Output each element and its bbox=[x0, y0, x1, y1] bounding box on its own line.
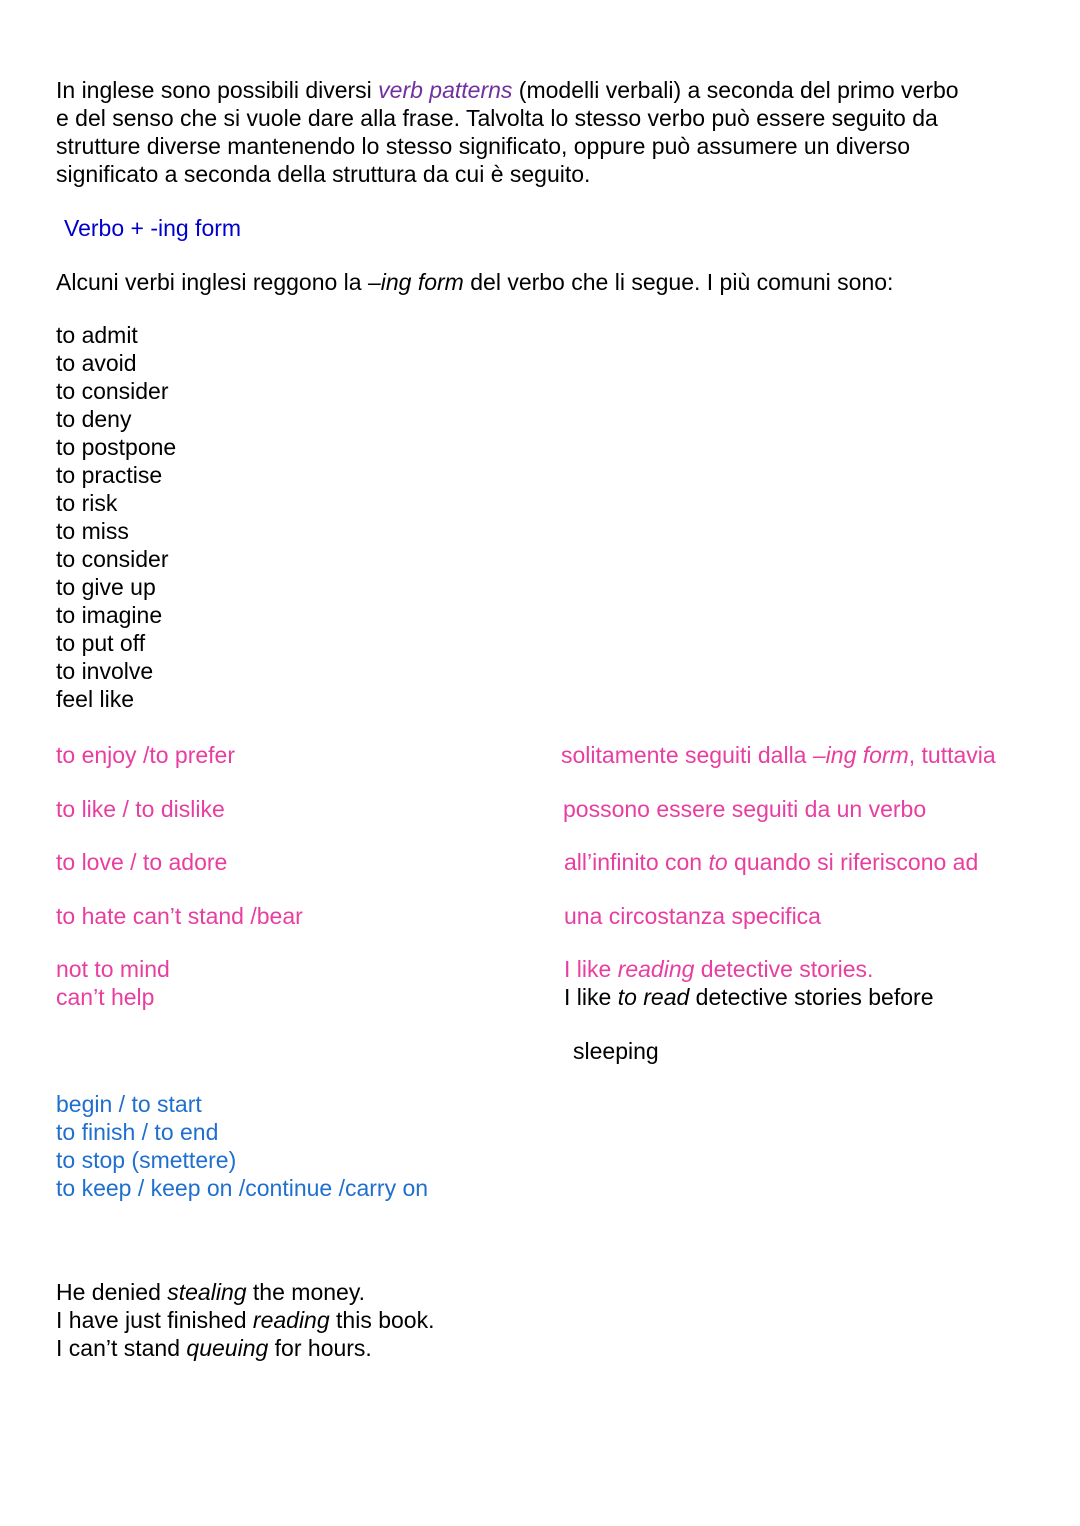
list-item: to postpone bbox=[56, 434, 177, 460]
list-item: to keep / keep on /continue /carry on bbox=[56, 1175, 429, 1201]
example-verb: reading bbox=[252, 1307, 330, 1333]
verb-patterns-term: verb patterns bbox=[378, 77, 513, 103]
explanation-line-1 bbox=[561, 741, 996, 769]
preference-verb: to hate can’t stand /bear bbox=[56, 903, 303, 929]
preference-verb: to enjoy /to prefer bbox=[56, 742, 235, 768]
lead-sentence bbox=[56, 268, 893, 296]
intro-line-4: significato a seconda della struttura da cui è seguito. bbox=[56, 161, 591, 187]
explanation-text: solitamente seguiti dalla bbox=[561, 742, 813, 768]
list-item: to finish / to end bbox=[56, 1119, 219, 1145]
list-item: to consider bbox=[56, 378, 169, 404]
lead-text: del verbo che li segue. I più comuni sono: bbox=[463, 269, 894, 295]
list-item: to put off bbox=[56, 630, 146, 656]
example-sentences bbox=[56, 1278, 434, 1362]
list-item: to avoid bbox=[56, 350, 137, 376]
list-item: feel like bbox=[56, 686, 134, 712]
list-item: to consider bbox=[56, 546, 169, 572]
list-item: to practise bbox=[56, 462, 163, 488]
list-item: to miss bbox=[56, 518, 129, 544]
list-item: to deny bbox=[56, 406, 132, 432]
preference-verb: to like / to dislike bbox=[56, 796, 225, 822]
preference-verb: to love / to adore bbox=[56, 849, 228, 875]
example-text: He denied bbox=[56, 1279, 168, 1305]
intro-line-3: strutture diverse mantenendo lo stesso significato, oppure può assumere un diverso bbox=[56, 133, 911, 159]
example-sentence bbox=[56, 1278, 434, 1306]
preference-verb: not to mind bbox=[56, 956, 170, 982]
ing-verb-list bbox=[56, 321, 176, 713]
example-text: for hours. bbox=[268, 1335, 372, 1361]
example-infinitive bbox=[564, 983, 933, 1011]
list-item: to give up bbox=[56, 574, 156, 600]
aspect-verb-list bbox=[56, 1090, 428, 1202]
example-text: I like bbox=[564, 984, 618, 1010]
example-infinitive-cont: sleeping bbox=[573, 1038, 659, 1064]
section-heading: Verbo + -ing form bbox=[64, 215, 242, 241]
example-verb: reading bbox=[617, 956, 695, 982]
example-verb: queuing bbox=[186, 1335, 269, 1361]
intro-paragraph bbox=[56, 76, 1046, 188]
intro-line-1 bbox=[56, 76, 1046, 104]
example-sentence bbox=[56, 1334, 434, 1362]
ing-form-term: –ing form bbox=[812, 742, 909, 768]
list-item: to risk bbox=[56, 490, 118, 516]
example-text: I have just finished bbox=[56, 1307, 253, 1333]
example-text: I like bbox=[564, 956, 618, 982]
intro-text: In inglese sono possibili diversi bbox=[56, 77, 379, 103]
example-verb: to read bbox=[617, 984, 690, 1010]
explanation-line-3 bbox=[564, 848, 978, 876]
example-gerund bbox=[564, 955, 873, 983]
example-text: the money. bbox=[246, 1279, 366, 1305]
ing-form-term: –ing form bbox=[367, 269, 464, 295]
explanation-line-4: una circostanza specifica bbox=[564, 903, 821, 929]
example-text: this book. bbox=[329, 1307, 435, 1333]
explanation-text: quando si riferiscono ad bbox=[727, 849, 979, 875]
list-item: to admit bbox=[56, 322, 138, 348]
example-text: detective stories before bbox=[689, 984, 934, 1010]
to-term: to bbox=[708, 849, 728, 875]
list-item: to involve bbox=[56, 658, 154, 684]
example-text: detective stories. bbox=[694, 956, 874, 982]
explanation-text: , tuttavia bbox=[908, 742, 996, 768]
preference-verb: can’t help bbox=[56, 984, 155, 1010]
intro-line-2: e del senso che si vuole dare alla frase. Talvolta lo stesso verbo può essere seguito da bbox=[56, 105, 938, 131]
lead-text: Alcuni verbi inglesi reggono la bbox=[56, 269, 368, 295]
example-verb: stealing bbox=[167, 1279, 247, 1305]
example-sentence bbox=[56, 1306, 434, 1334]
list-item: to imagine bbox=[56, 602, 163, 628]
list-item: begin / to start bbox=[56, 1091, 202, 1117]
intro-text: (modelli verbali) a seconda del primo verbo bbox=[512, 77, 959, 103]
explanation-text: all’infinito con bbox=[564, 849, 709, 875]
list-item: to stop (smettere) bbox=[56, 1147, 237, 1173]
explanation-line-2: possono essere seguiti da un verbo bbox=[563, 796, 927, 822]
example-text: I can’t stand bbox=[56, 1335, 187, 1361]
